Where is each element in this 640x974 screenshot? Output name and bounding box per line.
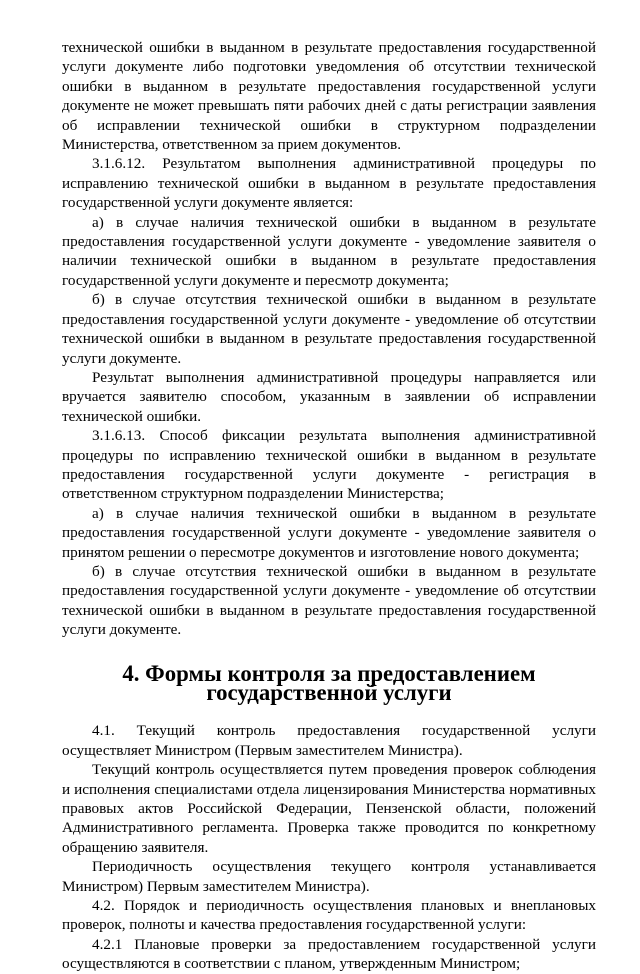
paragraph: б) в случае отсутствия технической ошибки в выданном в результате предоставления государственной услуги документе - уведомление об отсутствии технической ошибки в выданном в результате предоставления государственной услуги документе. bbox=[62, 562, 596, 639]
document-page bbox=[62, 38, 596, 974]
section-heading: 4. Формы контроля за предоставлением государственной услуги bbox=[122, 660, 536, 705]
paragraph: а) в случае наличия технической ошибки в выданном в результате предоставления государственной услуги документе - уведомление заявителя о принятом решении о пересмотре документов и изготовление нового документа; bbox=[62, 504, 596, 561]
paragraph: а) в случае наличия технической ошибки в выданном в результате предоставления государственной услуги документе - уведомление заявителя о наличии технической ошибки в выданном в результате предоставления государственной услуги документе и пересмотр документа; bbox=[62, 213, 596, 289]
paragraph: 4.2.1 Плановые проверки за предоставлением государственной услуги осуществляются в соответствии с планом, утвержденным Министром; bbox=[62, 935, 596, 973]
paragraph: Результат выполнения административной процедуры направляется или вручается заявителю способом, указанным в заявлении об исправлении технической ошибки. bbox=[62, 368, 596, 425]
paragraph: Текущий контроль осуществляется путем проведения проверок соблюдения и исполнения специалистами отдела лицензирования Министерства нормативных правовых актов Российской Федерации, Пензенской области, положений Административного регламента. Проверка также проводится по конкретному обращению заявителя. bbox=[62, 761, 596, 856]
paragraph: 4.2. Порядок и периодичность осуществления плановых и внеплановых проверок, полноты и качества предоставления государственной услуги: bbox=[62, 897, 596, 934]
paragraph: 3.1.6.13. Способ фиксации результата выполнения административной процедуры по исправлению технической ошибки в выданном в результате предоставления государственной услуги документе - регистрация в ответственном структурном подразделении Министерства; bbox=[62, 427, 596, 503]
paragraph: Периодичность осуществления текущего контроля устанавливается Министром) Первым заместителем Министра). bbox=[62, 858, 596, 895]
paragraph: 4.1. Текущий контроль предоставления государственной услуги осуществляет Министром (Первым заместителем Министра). bbox=[62, 722, 596, 759]
paragraph: технической ошибки в выданном в результате предоставления государственной услуги документе либо подготовки уведомления об отсутствии технической ошибки в выданном в результате предоставления государственной услуги документе не может превышать пяти рабочих дней с даты регистрации заявления об исправлении технической ошибки в структурном подразделении Министерства, ответственном за прием документов. bbox=[62, 39, 596, 154]
paragraph: б) в случае отсутствия технической ошибки в выданном в результате предоставления государственной услуги документе - уведомление об отсутствии технической ошибки в выданном в результате предоставления государственной услуги документе. bbox=[62, 291, 596, 367]
paragraph: 3.1.6.12. Результатом выполнения административной процедуры по исправлению технической ошибки в выданном в результате предоставления государственной услуги документе является: bbox=[62, 155, 596, 212]
